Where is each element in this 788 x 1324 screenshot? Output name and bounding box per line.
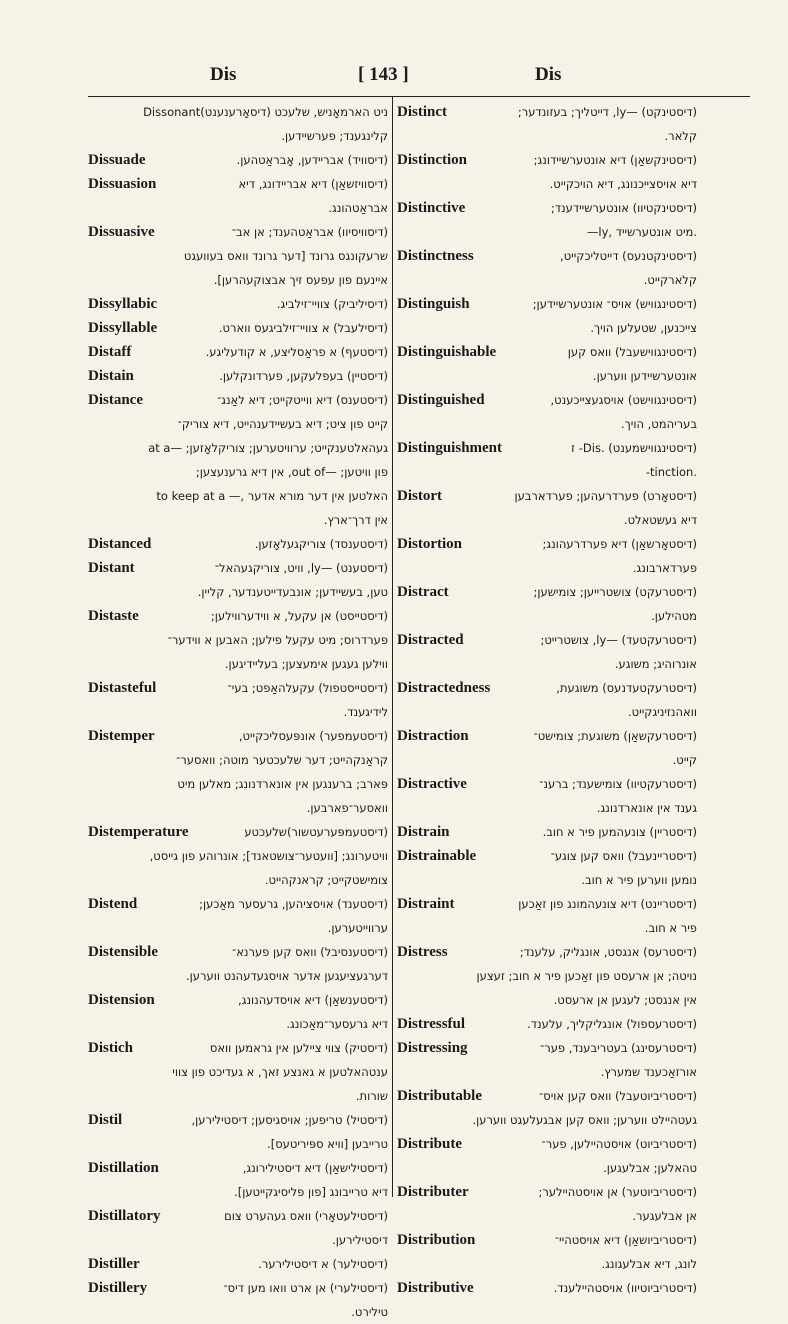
definition-text: (דיסטריביוטער) אן אויסטהיילער; — [538, 1185, 697, 1199]
entry-head-line — [397, 724, 697, 748]
dictionary-entry — [397, 388, 697, 436]
dictionary-entry — [88, 340, 388, 364]
headword: Distillation — [88, 1160, 159, 1176]
dictionary-entry — [88, 292, 388, 316]
definition-line: טילירט. — [351, 1305, 388, 1319]
entry-head-line — [88, 892, 388, 916]
entry-head-line — [397, 1036, 697, 1060]
entry-head-line — [88, 988, 388, 1012]
definition-text: (דיסטינקטנעס) דייטליכקייט, — [560, 249, 697, 263]
entry-head-line — [88, 364, 388, 388]
dictionary-entry — [88, 316, 388, 340]
left-column — [88, 100, 388, 1324]
entry-head-line — [397, 1132, 697, 1156]
definition-text: (דיסיליביק) צוויי־זילביג. — [276, 297, 388, 311]
headword: Distraction — [397, 728, 469, 744]
running-head-left: Dis — [210, 64, 237, 85]
definition-line: -tinction. — [645, 465, 697, 479]
entry-head-line — [397, 628, 697, 652]
dictionary-entry — [88, 556, 388, 604]
dictionary-entry — [397, 1012, 697, 1036]
dictionary-entry — [88, 724, 388, 820]
dictionary-entry — [397, 244, 697, 292]
dictionary-entry — [88, 676, 388, 724]
definition-line: to keep at a —, האלטען אין דער מורא אדער — [156, 489, 388, 503]
dictionary-entry — [397, 892, 697, 940]
definition-text: (דיסטענסיבל) וואס קען פערנא־ — [232, 945, 388, 959]
definition-text: (דיסטילעטאָרי) וואס געהערט צום — [224, 1209, 388, 1223]
headword: Dissuade — [88, 152, 146, 168]
entry-head-line — [88, 316, 388, 340]
definition-line: פיר א חוב. — [644, 921, 697, 935]
definition-line: אין דרך־ארץ. — [323, 513, 388, 527]
definition-text: (דיסטינגוויש) אויס־ אונטערשיידען; — [532, 297, 697, 311]
definition-line: געטהיילט ווערען; וואס קען אבגעלעגט ווערען. — [472, 1113, 697, 1127]
dictionary-entry — [397, 292, 697, 340]
definition-line: ענטהאלטען א גאנצע זאך, א געדיכט פון צווי — [172, 1065, 388, 1079]
entry-head-line — [397, 484, 697, 508]
dictionary-entry — [88, 988, 388, 1036]
definition-text: (דיסטריביוטיוו) אויסטהיילענד. — [553, 1281, 697, 1295]
column-divider — [392, 97, 393, 1197]
dictionary-entry — [88, 1204, 388, 1252]
definition-line: צייכנען, שטעלען הויך. — [590, 321, 697, 335]
definition-line: קלינגענד; פערשיידען. — [281, 129, 388, 143]
headword: Distinguishable — [397, 344, 497, 360]
dictionary-entry — [88, 172, 388, 220]
headword: Distiller — [88, 1256, 140, 1272]
definition-text: (דיסוויסיוו) אבראַטהענד; אן אב־ — [231, 225, 388, 239]
definition-line: געהאלטענקייט; ערוויטערען; צוריקלאָזען; —at a — [148, 441, 388, 455]
definition-text: (דיסטענד) אויסציהען, גרעסער מאַכען; — [199, 897, 388, 911]
entry-head-line — [397, 820, 697, 844]
headword: Distanced — [88, 536, 152, 552]
entry-head-line — [88, 532, 388, 556]
headword: Distortion — [397, 536, 462, 552]
dictionary-entry — [397, 100, 697, 148]
definition-line: אונטערשיידען ווערען. — [592, 369, 697, 383]
dictionary-entry — [397, 532, 697, 580]
headword: Distractedness — [397, 680, 491, 696]
definition-line: —ly, מיט אונטערשייד. — [586, 225, 697, 239]
entry-head-line — [397, 244, 697, 268]
definition-text: (דיסטעמפער) אונפּעסליכקייט, — [238, 729, 388, 743]
definition-line: דערגעציעגען אדער אויסגעדעהנט ווערען. — [186, 969, 388, 983]
definition-line: אורזאַכענד שמערץ. — [600, 1065, 697, 1079]
dictionary-entry — [397, 1132, 697, 1180]
headword: Distaste — [88, 608, 139, 624]
dictionary-entry — [397, 844, 697, 892]
definition-text: (דיסטרעקטעדנעס) משוגעת, — [556, 681, 697, 695]
definition-line: לידיגענד. — [343, 705, 388, 719]
dictionary-entry — [88, 148, 388, 172]
definition-text: (דיסטענט) —ly, וויט, צוריקגעהאל־ — [214, 561, 388, 575]
headword: Distension — [88, 992, 155, 1008]
entry-head-line — [397, 844, 697, 868]
running-head-right: Dis — [535, 64, 562, 85]
definition-text: (דיסטרעקטיוו) צומישענד; ברענ־ — [539, 777, 697, 791]
dictionary-entry — [88, 892, 388, 940]
definition-line: קייט פון ציט; דיא בעשיידענהייט, דיא צוריק־ — [177, 417, 388, 431]
headword: Distinctive — [397, 200, 466, 216]
definition-text: (דיסטריביוט) אויסטהיילען, פער־ — [541, 1137, 697, 1151]
entry-head-line — [397, 196, 697, 220]
dictionary-entry — [397, 940, 697, 1012]
page-number: [ 143 ] — [358, 64, 409, 85]
dictionary-entry — [397, 340, 697, 388]
definition-text: (דיסטיל) טריפען; אויסגיסען; דיסטילירען, — [191, 1113, 388, 1127]
entry-head-line — [88, 388, 388, 412]
definition-text: (דיסטריביושאַן) דיא אויסטהיי־ — [554, 1233, 697, 1247]
definition-text: (דיסוויד) אבריידען, אָבראַטהען. — [236, 153, 388, 167]
definition-line: שרעקונגס גרונד [דער גרונד וואס בעוועגט — [183, 249, 388, 263]
dictionary-entry — [397, 820, 697, 844]
entry-head-line — [88, 1156, 388, 1180]
definition-line: שורות. — [355, 1089, 388, 1103]
dictionary-entry — [397, 484, 697, 532]
dictionary-entry — [88, 532, 388, 556]
dictionary-entry — [88, 220, 388, 292]
entry-head-line — [397, 940, 697, 964]
headword: Distinguished — [397, 392, 485, 408]
dictionary-entry — [397, 676, 697, 724]
dictionary-entry — [397, 772, 697, 820]
dictionary-entry — [88, 1156, 388, 1204]
definition-text: (דיסטינקשאַן) דיא אונטערשיידונג; — [533, 153, 697, 167]
dictionary-entry — [88, 388, 388, 532]
headword: Distrainable — [397, 848, 477, 864]
entry-head-line — [397, 1276, 697, 1300]
definition-text: (דיסטייסטפול) עקעלהאַפט; בעי־ — [227, 681, 388, 695]
headword: Distribute — [397, 1136, 462, 1152]
headword: Distasteful — [88, 680, 157, 696]
definition-line: אבראַטהונג. — [328, 201, 388, 215]
definition-line: דיא טרייבונג [פון פליסיגקייטען]. — [234, 1185, 388, 1199]
definition-text: (דיסטאָרשאַן) דיא פערדרעהונג; — [542, 537, 697, 551]
definition-text: (דיסטילישאַן) דיא דיסטילירונג, — [242, 1161, 388, 1175]
headword: Distracted — [397, 632, 464, 648]
headword: Distribution — [397, 1232, 476, 1248]
entry-head-line — [397, 292, 697, 316]
definition-text: (דיסטינגווישעבל) וואס קען — [567, 345, 697, 359]
definition-line: טהאלען; אבלעגען. — [603, 1161, 697, 1175]
definition-line: פערדרוס; מיט עקעל פילען; האבען א ווידער־ — [167, 633, 388, 647]
headword: Dissuasion — [88, 176, 157, 192]
headword: Distress — [397, 944, 448, 960]
header-rule — [88, 96, 750, 97]
definition-line: מטהילען. — [651, 609, 697, 623]
definition-text: (דיסטינקטיוו) אונטערשיידענד; — [550, 201, 697, 215]
entry-head-line — [88, 556, 388, 580]
definition-text: (דיסטרעקט) צושטרייען; צומישען; — [533, 585, 697, 599]
headword: Distinct — [397, 104, 447, 120]
dictionary-entry — [88, 1036, 388, 1108]
definition-line: פון וויטען; —out of, אין דיא גרענעצען; — [195, 465, 388, 479]
dictionary-entry — [397, 1180, 697, 1228]
headword: Distemper — [88, 728, 155, 744]
definition-line: ניט הארמאָניש, שלעכט (דיסאָרענענט)Dissonant — [143, 105, 388, 119]
entry-head-line — [397, 580, 697, 604]
headword: Distraint — [397, 896, 455, 912]
entry-head-line — [397, 676, 697, 700]
definition-line: וואסער־פארבען. — [306, 801, 388, 815]
definition-line: אונרוהיג; משוגע. — [614, 657, 697, 671]
definition-text: (דיסטאָרט) פערדרעהען; פערדארבען — [514, 489, 697, 503]
headword: Distain — [88, 368, 134, 384]
dictionary-entry — [397, 196, 697, 244]
entry-head-line — [397, 532, 697, 556]
dictionary-entry — [88, 604, 388, 676]
entry-head-line — [88, 604, 388, 628]
entry-head-line — [397, 1084, 697, 1108]
definition-text: (דיסטריינט) דיא צונעהמונג פון זאַכען — [518, 897, 697, 911]
dictionary-entry — [88, 100, 388, 148]
definition-text: (דיסטענסד) צוריקגעלאָזען. — [254, 537, 388, 551]
headword: Dissyllabic — [88, 296, 158, 312]
definition-text: (דיסטינגווישמענט) .Dis- ז — [571, 441, 697, 455]
entry-head-line — [88, 340, 388, 364]
definition-line: וואהנזיניגקייט. — [628, 705, 697, 719]
definition-text: (דיסטרעקשאַן) משוגעת; צומישט־ — [533, 729, 697, 743]
definition-line: פּארב; ברענגען אין אונארדנונג; מאלען מיט — [177, 777, 388, 791]
definition-line: גענד אין אונארדנונג. — [596, 801, 697, 815]
definition-line: אין אנגסט; לעגען אן ארעסט. — [553, 993, 697, 1007]
entry-head-line — [397, 100, 697, 124]
headword: Distich — [88, 1040, 133, 1056]
entry-head-line — [88, 1108, 388, 1132]
entry-head-line — [397, 1012, 697, 1036]
definition-text: (דיסטעף) א פראַסליצע, א קודעליגע. — [205, 345, 388, 359]
dictionary-entry — [88, 940, 388, 988]
dictionary-entry — [88, 364, 388, 388]
definition-line: טרייבען [וויא ספּיריטעס]. — [267, 1137, 388, 1151]
page-header — [60, 64, 740, 92]
entry-head-line — [88, 940, 388, 964]
definition-text: (דיסטריביוטעבל) וואס קען אויס־ — [539, 1089, 697, 1103]
headword: Distributable — [397, 1088, 483, 1104]
headword: Dissuasive — [88, 224, 155, 240]
headword: Distractive — [397, 776, 467, 792]
headword: Distressing — [397, 1040, 468, 1056]
definition-text: (דיסטרעקטעד) —ly, צושטרייט; — [540, 633, 697, 647]
headword: Dissyllable — [88, 320, 158, 336]
definition-text: (דיסטרעסינג) בעטריבענד, פער־ — [540, 1041, 697, 1055]
definition-line: טען, בעשיידען; אונבעדייטענדער, קליין. — [197, 585, 388, 599]
entry-head-line — [397, 340, 697, 364]
dictionary-entry — [88, 1276, 388, 1324]
entry-head-line — [88, 676, 388, 700]
right-column — [397, 100, 697, 1300]
entry-head-line — [88, 172, 388, 196]
definition-text: (דיסטיין) בעפלעקען, פערדונקלען. — [219, 369, 388, 383]
definition-text: (דיסילעבל) א צוויי־זילביגעס ווארט. — [218, 321, 388, 335]
definition-line: דיסטילירען. — [332, 1233, 388, 1247]
entry-head-line — [397, 436, 697, 460]
definition-line: קלאר. — [664, 129, 697, 143]
headword: Distillatory — [88, 1208, 161, 1224]
definition-text: (דיסטרעספול) אונגליקליך, עלענד. — [527, 1017, 697, 1031]
definition-line: דיא אויסצייכנונג, דיא הויכקייט. — [549, 177, 697, 191]
definition-line: בעריהמט, הויך. — [620, 417, 697, 431]
definition-line: אן אבלעגער. — [632, 1209, 697, 1223]
definition-line: נומען ווערען פיר א חוב. — [581, 873, 697, 887]
entry-head-line — [397, 1180, 697, 1204]
entry-head-line — [88, 1204, 388, 1228]
entry-head-line — [88, 820, 388, 844]
entry-head-line — [88, 220, 388, 244]
entry-head-line — [88, 292, 388, 316]
dictionary-entry — [88, 1252, 388, 1276]
headword: Distressful — [397, 1016, 466, 1032]
dictionary-entry — [397, 1228, 697, 1276]
definition-text: (דיסטינקט) —ly, דייטליך; בעזונדער; — [517, 105, 697, 119]
definition-text: (דיסטרעס) אנגסט, אונגליק, עלענד; — [519, 945, 697, 959]
definition-line: וויטערונג; [וועטער־צושטאנד]; אונרוהע פון גייסט, — [149, 849, 388, 863]
dictionary-entry — [397, 148, 697, 196]
definition-text: (דיסטעמפּערעטשור)שלעכטע — [244, 825, 388, 839]
entry-head-line — [88, 1252, 388, 1276]
definition-line: פערדארבונג. — [632, 561, 697, 575]
headword: Distort — [397, 488, 442, 504]
entry-head-line — [88, 724, 388, 748]
definition-line: נויטה; אן ארעסט פון זאַכען פיר א חוב; זעצען — [476, 969, 697, 983]
headword: Distensible — [88, 944, 159, 960]
dictionary-entry — [397, 1276, 697, 1300]
entry-head-line — [88, 1036, 388, 1060]
entry-head-line — [88, 148, 388, 172]
definition-text: (דיסוויזשאַן) דיא אבריידונג, דיא — [238, 177, 388, 191]
definition-line: דיא געשטאלט. — [623, 513, 697, 527]
definition-line: איינעם פון עפעס זיך אבצוקעהרען]. — [213, 273, 388, 287]
dictionary-entry — [397, 724, 697, 772]
dictionary-entry — [88, 820, 388, 892]
definition-text: (דיסטילערי) אן ארט וואו מען דיס־ — [223, 1281, 388, 1295]
definition-text: (דיסטינגווישט) אויסגעצייכענט, — [550, 393, 697, 407]
headword: Distract — [397, 584, 449, 600]
headword: Distance — [88, 392, 143, 408]
definition-text: (דיסטריין) צונעהמען פיר א חוב. — [542, 825, 697, 839]
dictionary-entry — [397, 436, 697, 484]
headword: Distil — [88, 1112, 123, 1128]
definition-text: (דיסטילער) א דיסטילירער. — [258, 1257, 388, 1271]
definition-text: (דיסטענשאַן) דיא אויסדעהנונג, — [238, 993, 388, 1007]
headword: Distinguishment — [397, 440, 503, 456]
headword: Distinctness — [397, 248, 474, 264]
definition-line: ערווייטערען. — [327, 921, 388, 935]
definition-line: דיא גרעסער־מאַכונג. — [286, 1017, 388, 1031]
headword: Distemperature — [88, 824, 189, 840]
dictionary-entry — [397, 580, 697, 628]
entry-head-line — [88, 1276, 388, 1300]
headword: Distrain — [397, 824, 450, 840]
headword: Distillery — [88, 1280, 148, 1296]
headword: Distributive — [397, 1280, 474, 1296]
entry-head-line — [397, 148, 697, 172]
definition-line: לונג, דיא אבלעגונג. — [601, 1257, 697, 1271]
dictionary-entry — [88, 1108, 388, 1156]
headword: Distant — [88, 560, 135, 576]
dictionary-entry — [397, 628, 697, 676]
dictionary-entry — [397, 1036, 697, 1084]
dictionary-entry — [397, 1084, 697, 1132]
definition-line: ווילען געגען אימעצען; בעליידיגען. — [224, 657, 388, 671]
definition-line: קלארקייט. — [643, 273, 697, 287]
definition-text: (דיסטייסט) אן עקעל, א ווידערווילען; — [210, 609, 388, 623]
definition-text: (דיסטענס) דיא ווייטקייט; דיא לאַנג־ — [217, 393, 388, 407]
headword: Distinguish — [397, 296, 470, 312]
headword: Distributer — [397, 1184, 469, 1200]
entry-head-line — [397, 892, 697, 916]
headword: Distend — [88, 896, 138, 912]
headword: Distaff — [88, 344, 132, 360]
definition-text: (דיסטיק) צווי ציילען אין גראמען וואס — [209, 1041, 388, 1055]
definition-line: קייט. — [672, 753, 697, 767]
headword: Distinction — [397, 152, 468, 168]
entry-head-line — [397, 1228, 697, 1252]
definition-line: קראַנקהייט; דער שלעכטער מוטה; וואסער־ — [176, 753, 388, 767]
definition-line: צומישטקייט; קראנקהייט. — [264, 873, 388, 887]
entry-head-line — [397, 772, 697, 796]
entry-head-line — [397, 388, 697, 412]
definition-text: (דיסטריינעבל) וואס קען צוגע־ — [550, 849, 697, 863]
